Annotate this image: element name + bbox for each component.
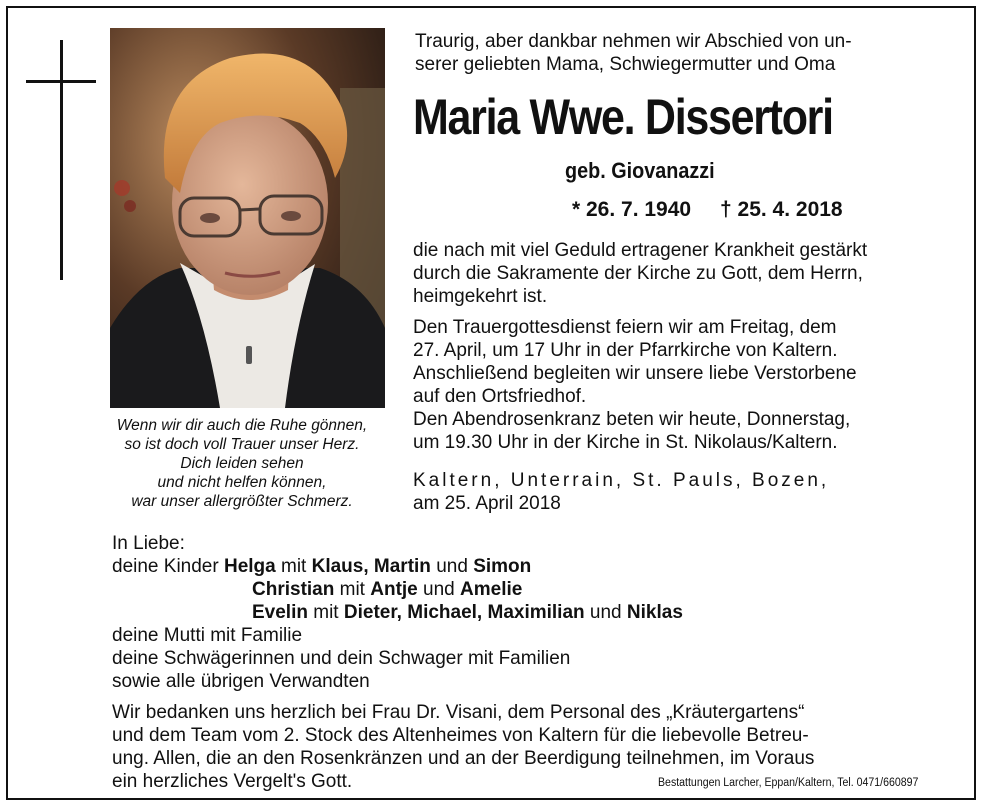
paragraph-rosary: [413, 408, 850, 454]
places: Kaltern, Unterrain, St. Pauls, Bozen,: [413, 470, 830, 491]
death-date: † 25. 4. 2018: [720, 198, 843, 221]
birth-date: * 26. 7. 1940: [572, 198, 692, 221]
family-names: Amelie: [460, 579, 523, 600]
connector: mit: [334, 579, 371, 600]
text-line: die nach mit viel Geduld ertragener Krankheit gestärkt: [413, 240, 868, 261]
cross-icon-bar: [26, 80, 96, 83]
cross-icon: [60, 40, 63, 280]
intro-line: Traurig, aber dankbar nehmen wir Abschied von un-: [415, 31, 852, 52]
child-name: Evelin: [252, 602, 308, 623]
children-row: [112, 601, 683, 624]
maiden-name: geb. Giovanazzi: [565, 158, 715, 183]
connector: und: [417, 579, 461, 600]
children-row: [112, 555, 683, 578]
child-name: Christian: [252, 579, 335, 600]
text-line: heimgekehrt ist.: [413, 286, 548, 307]
connector: und: [584, 602, 627, 623]
mother-line: deine Mutti mit Familie: [112, 625, 303, 646]
paragraph-funeral-service: [413, 316, 857, 408]
poem-line: und nicht helfen können,: [157, 474, 327, 491]
relatives-line: sowie alle übrigen Verwandten: [112, 671, 370, 692]
text-line: 27. April, um 17 Uhr in der Pfarrkirche von Kaltern.: [413, 340, 838, 361]
text-line: und dem Team vom 2. Stock des Altenheimes von Kaltern für die liebevolle Betreu-: [112, 725, 809, 746]
child-name: Helga: [223, 556, 276, 577]
poem-line: war unser allergrößter Schmerz.: [131, 493, 353, 510]
undertaker-credit: Bestattungen Larcher, Eppan/Kaltern, Tel. 0471/660897: [658, 777, 919, 789]
connector: mit: [307, 602, 344, 623]
notice-date: am 25. April 2018: [413, 493, 561, 514]
poem: [92, 416, 392, 511]
intro-text: [415, 30, 852, 76]
text-line: Anschließend begleiten wir unsere liebe Verstorbene: [413, 363, 857, 384]
poem-line: so ist doch voll Trauer unser Herz.: [124, 436, 360, 453]
family-names: Simon: [473, 556, 532, 577]
family-names: Dieter, Michael, Maximilian: [343, 602, 585, 623]
portrait-photo: [110, 28, 385, 408]
in-love-heading: In Liebe:: [112, 533, 185, 554]
text-line: ung. Allen, die an den Rosenkränzen und an der Beerdigung teilnehmen, im Voraus: [112, 748, 815, 769]
text-line: Wir bedanken uns herzlich bei Frau Dr. Visani, dem Personal des „Kräutergartens“: [112, 702, 805, 723]
text-line: durch die Sakramente der Kirche zu Gott, dem Herrn,: [413, 263, 863, 284]
text-line: um 19.30 Uhr in der Kirche in St. Nikolaus/Kaltern.: [413, 432, 838, 453]
text-line: ein herzliches Vergelt's Gott.: [112, 771, 353, 792]
intro-line: serer geliebten Mama, Schwiegermutter und Oma: [415, 54, 836, 75]
poem-line: Dich leiden sehen: [180, 455, 304, 472]
children-list: [112, 555, 683, 624]
connector: und: [430, 556, 474, 577]
text-line: auf den Ortsfriedhof.: [413, 386, 587, 407]
family-names: Klaus, Martin: [311, 556, 431, 577]
paragraph-homecoming: [413, 239, 867, 308]
deceased-name: Maria Wwe. Dissertori: [413, 89, 833, 145]
poem-line: Wenn wir dir auch die Ruhe gönnen,: [116, 417, 368, 434]
children-row: [112, 578, 683, 601]
family-names: Niklas: [626, 602, 683, 623]
children-prefix: deine Kinder: [112, 556, 224, 577]
text-line: Den Abendrosenkranz beten wir heute, Donnerstag,: [413, 409, 851, 430]
in-laws-line: deine Schwägerinnen und dein Schwager mit Familien: [112, 648, 571, 669]
text-line: Den Trauergottesdienst feiern wir am Freitag, dem: [413, 317, 837, 338]
family-names: Antje: [370, 579, 418, 600]
connector: mit: [275, 556, 312, 577]
